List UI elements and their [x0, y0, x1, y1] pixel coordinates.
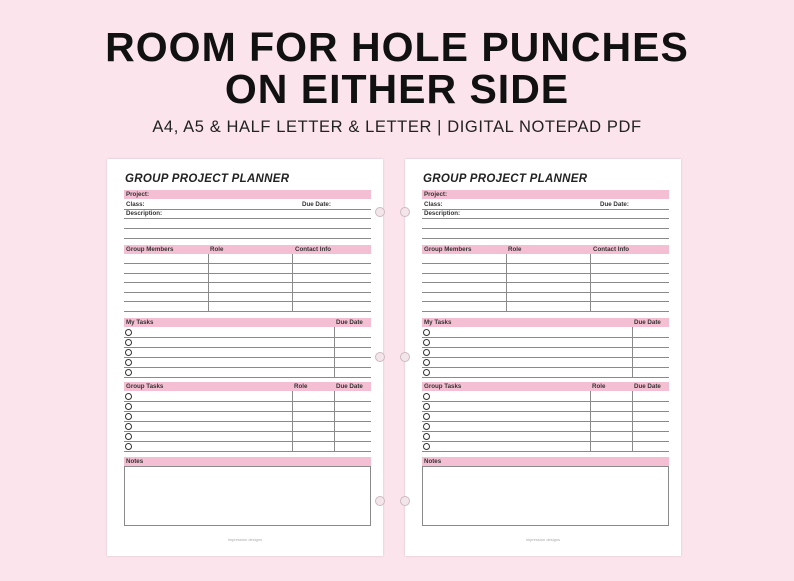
group-tasks-due-date-label: Due Date: [336, 383, 363, 390]
group-task-col-divider: [292, 391, 293, 451]
task-row-line: [422, 377, 669, 378]
group-task-checkbox-icon[interactable]: [125, 443, 132, 450]
credit-text: impression designs: [525, 537, 561, 542]
group-tasks-header: [422, 382, 669, 391]
punch-hole-icon: [375, 496, 385, 506]
description-line: [124, 218, 371, 219]
notes-label: Notes: [126, 458, 144, 465]
group-task-checkbox-icon[interactable]: [125, 433, 132, 440]
member-row-line: [124, 301, 371, 302]
role-label: Role: [210, 246, 224, 253]
group-task-checkbox-icon[interactable]: [125, 403, 132, 410]
group-members-label: Group Members: [424, 246, 472, 253]
member-row-line: [422, 282, 669, 283]
task-row-line: [124, 377, 371, 378]
project-bar: [124, 190, 371, 199]
notes-header: [422, 457, 669, 466]
task-col-divider: [334, 327, 335, 377]
task-col-divider: [632, 327, 633, 377]
member-row-line: [124, 292, 371, 293]
group-task-checkbox-icon[interactable]: [125, 423, 132, 430]
member-col-divider: [506, 254, 507, 311]
member-row-line: [422, 311, 669, 312]
planner-title: GROUP PROJECT PLANNER: [423, 173, 588, 185]
description-line: [124, 228, 371, 229]
punch-hole-icon: [375, 352, 385, 362]
contact-info-label: Contact Info: [295, 246, 332, 253]
contact-info-label: Contact Info: [593, 246, 630, 253]
punch-hole-icon: [400, 496, 410, 506]
member-row-line: [124, 263, 371, 264]
headline-line-2: ON EITHER SIDE: [224, 66, 570, 112]
my-tasks-header: [422, 318, 669, 327]
task-checkbox-icon[interactable]: [125, 349, 132, 356]
description-label: Description:: [126, 210, 163, 217]
project-label: Project:: [126, 191, 150, 198]
group-task-col-divider: [334, 391, 335, 451]
task-checkbox-icon[interactable]: [125, 369, 132, 376]
group-task-row-line: [124, 451, 371, 452]
member-row-line: [124, 311, 371, 312]
headline-line-1: ROOM FOR HOLE PUNCHES: [105, 24, 689, 70]
member-row-line: [422, 301, 669, 302]
group-task-col-divider: [632, 391, 633, 451]
group-task-checkbox-icon[interactable]: [423, 393, 430, 400]
task-checkbox-icon[interactable]: [423, 329, 430, 336]
planner-sheet-left: [107, 159, 383, 556]
group-task-checkbox-icon[interactable]: [125, 413, 132, 420]
notes-header: [124, 457, 371, 466]
group-members-label: Group Members: [126, 246, 174, 253]
class-label: Class:: [126, 201, 145, 208]
punch-hole-icon: [400, 352, 410, 362]
member-row-line: [124, 282, 371, 283]
member-row-line: [422, 273, 669, 274]
credit-text: impression designs: [227, 537, 263, 542]
task-checkbox-icon[interactable]: [423, 369, 430, 376]
class-label: Class:: [424, 201, 443, 208]
group-task-checkbox-icon[interactable]: [423, 403, 430, 410]
member-col-divider: [208, 254, 209, 311]
member-row-line: [422, 292, 669, 293]
group-tasks-role-label: Role: [592, 383, 606, 390]
description-label: Description:: [424, 210, 461, 217]
planner-sheet-right: [405, 159, 681, 556]
group-members-header: [124, 245, 371, 254]
subheadline: A4, A5 & HALF LETTER & LETTER | DIGITAL NOTEPAD PDF: [152, 118, 642, 136]
due-date-label: Due Date:: [600, 201, 629, 208]
notes-box[interactable]: [422, 466, 669, 526]
headline: [0, 26, 794, 110]
member-col-divider: [590, 254, 591, 311]
my-tasks-due-date-label: Due Date: [634, 319, 661, 326]
group-tasks-label: Group Tasks: [424, 383, 462, 390]
group-task-checkbox-icon[interactable]: [423, 433, 430, 440]
planner-title: GROUP PROJECT PLANNER: [125, 173, 290, 185]
task-checkbox-icon[interactable]: [423, 359, 430, 366]
member-row-line: [422, 263, 669, 264]
notes-box[interactable]: [124, 466, 371, 526]
group-tasks-role-label: Role: [294, 383, 308, 390]
task-checkbox-icon[interactable]: [423, 339, 430, 346]
group-task-checkbox-icon[interactable]: [125, 393, 132, 400]
task-checkbox-icon[interactable]: [125, 359, 132, 366]
group-task-checkbox-icon[interactable]: [423, 443, 430, 450]
group-task-row-line: [422, 451, 669, 452]
task-checkbox-icon[interactable]: [423, 349, 430, 356]
group-tasks-label: Group Tasks: [126, 383, 164, 390]
project-bar: [422, 190, 669, 199]
group-tasks-header: [124, 382, 371, 391]
description-line: [422, 228, 669, 229]
notes-label: Notes: [424, 458, 442, 465]
group-task-col-divider: [590, 391, 591, 451]
punch-hole-icon: [375, 207, 385, 217]
description-line: [124, 238, 371, 239]
member-col-divider: [292, 254, 293, 311]
due-date-label: Due Date:: [302, 201, 331, 208]
my-tasks-label: My Tasks: [424, 319, 452, 326]
description-line: [422, 218, 669, 219]
role-label: Role: [508, 246, 522, 253]
member-row-line: [124, 273, 371, 274]
my-tasks-header: [124, 318, 371, 327]
description-line: [422, 238, 669, 239]
my-tasks-due-date-label: Due Date: [336, 319, 363, 326]
my-tasks-label: My Tasks: [126, 319, 154, 326]
group-members-header: [422, 245, 669, 254]
group-task-checkbox-icon[interactable]: [423, 423, 430, 430]
project-label: Project:: [424, 191, 448, 198]
group-tasks-due-date-label: Due Date: [634, 383, 661, 390]
task-checkbox-icon[interactable]: [125, 329, 132, 336]
punch-hole-icon: [400, 207, 410, 217]
group-task-checkbox-icon[interactable]: [423, 413, 430, 420]
task-checkbox-icon[interactable]: [125, 339, 132, 346]
